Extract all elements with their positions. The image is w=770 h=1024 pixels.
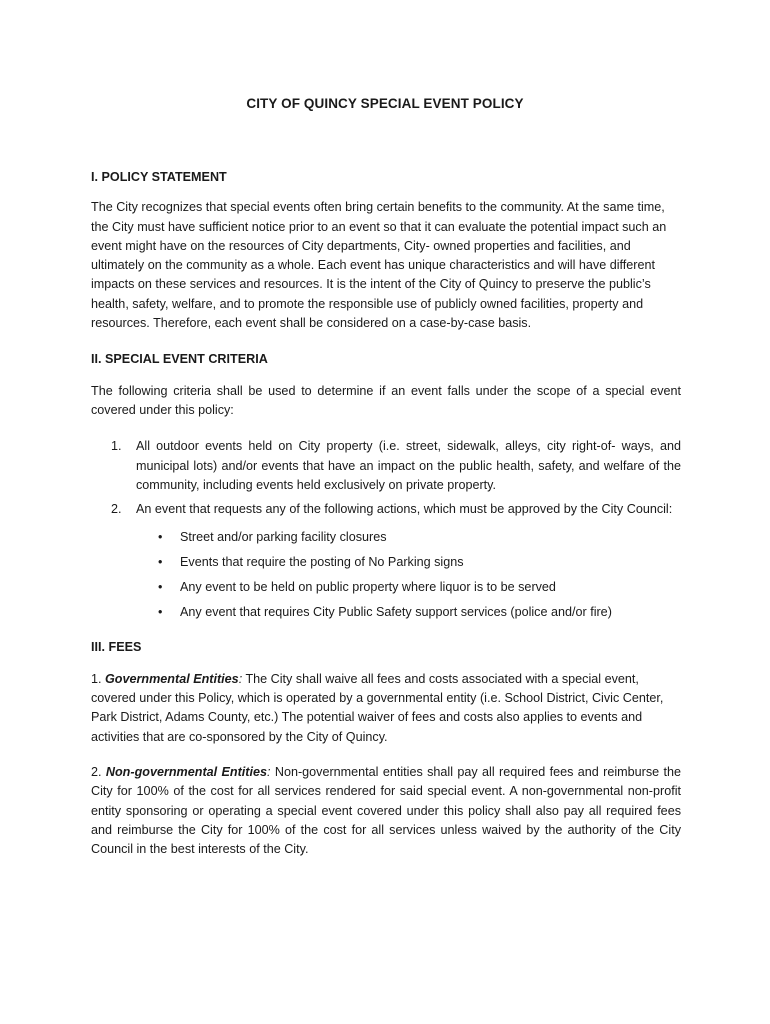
action-text: Any event that requires City Public Safety support services (police and/or fire) bbox=[180, 605, 612, 620]
criteria-number: 2. bbox=[111, 502, 122, 517]
term-colon: : bbox=[267, 764, 271, 779]
action-text: Any event to be held on public property where liquor is to be served bbox=[180, 580, 556, 595]
criteria-number: 1. bbox=[111, 439, 122, 454]
non-governmental-entities-text: Non-governmental entities shall pay all required fees and reimburse the City for 100% of the cost for all services rendered for said special event. A non-governmental non-profit entity sponsoring or operating a special event covered under this policy shall also pay all required fees and reimburse the City for 100% of the cost for all services unless waived by the authority of the City Council in the best interests of the City. bbox=[91, 764, 682, 857]
section-heading-special-event-criteria: II. SPECIAL EVENT CRITERIA bbox=[91, 352, 268, 367]
bullet-icon: • bbox=[158, 530, 163, 545]
action-text: Events that require the posting of No Parking signs bbox=[180, 555, 464, 570]
criteria-text: An event that requests any of the following actions, which must be approved by the City Council: bbox=[136, 502, 673, 517]
document-title: CITY OF QUINCY SPECIAL EVENT POLICY bbox=[246, 96, 524, 111]
fees-item-number: 1. bbox=[91, 671, 102, 686]
bullet-icon: • bbox=[158, 580, 163, 595]
action-item bbox=[158, 602, 681, 622]
section-heading-fees: III. FEES bbox=[91, 640, 142, 655]
actions-list bbox=[136, 527, 681, 622]
criteria-list bbox=[91, 437, 681, 622]
section-heading-policy-statement: I. POLICY STATEMENT bbox=[91, 170, 227, 184]
term-colon: : bbox=[238, 671, 243, 686]
bullet-icon: • bbox=[158, 605, 163, 620]
governmental-entities-term: Governmental Entities bbox=[105, 671, 239, 686]
action-item bbox=[158, 552, 681, 572]
criteria-item-2 bbox=[111, 500, 681, 622]
document-body bbox=[91, 168, 681, 859]
criteria-item-1 bbox=[111, 437, 681, 495]
fees-item-number: 2. bbox=[91, 764, 102, 779]
policy-statement-paragraph: The City recognizes that special events often bring certain benefits to the community. At the same time, the City must have sufficient notice prior to an event so that it can evaluate the potential impact such an event might have on the resources of City departments, City- owned properties and facilities, and ultimately on the community as a whole. Each event has unique characteristics and will have different impacts on these services and resources. It is the intent of the City of Quincy to preserve the public’s health, safety, welfare, and to promote the responsible use of publicly owned facilities, property and resources. Therefore, each event shall be considered on a case-by-case basis. bbox=[91, 200, 667, 331]
action-text: Street and/or parking facility closures bbox=[180, 530, 387, 545]
fees-governmental-paragraph bbox=[91, 670, 681, 747]
criteria-intro-paragraph: The following criteria shall be used to determine if an event falls under the scope of a special event covered under this policy: bbox=[91, 383, 681, 417]
bullet-icon: • bbox=[158, 555, 163, 570]
governmental-entities-text: The City shall waive all fees and costs associated with a special event, covered under this Policy, which is operated by a governmental entity (i.e. School District, Civic Center, Park District, Adams County, etc.) The potential waiver of fees and costs also applies to events and activities that are co-sponsored by the City of Quincy. bbox=[91, 671, 664, 744]
action-item bbox=[158, 527, 681, 547]
action-item bbox=[158, 577, 681, 597]
criteria-text: All outdoor events held on City property (i.e. street, sidewalk, alleys, city right-of- ways, and municipal lots) and/or events that have an impact on the public health, safety, and welfare of the community, including events held exclusively on private property. bbox=[136, 439, 681, 492]
non-governmental-entities-term: Non-governmental Entities bbox=[105, 764, 267, 779]
fees-non-governmental-paragraph bbox=[91, 763, 681, 859]
